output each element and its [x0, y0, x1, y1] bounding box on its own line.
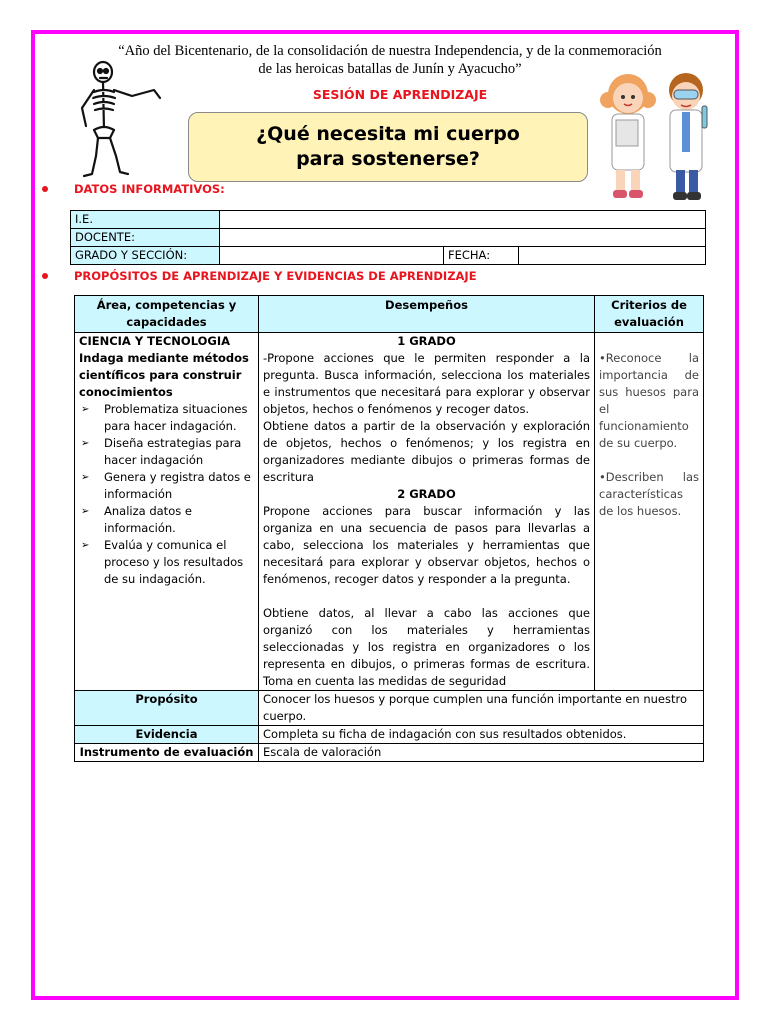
ie-field[interactable]	[220, 211, 706, 229]
header-area: Área, competencias y capacidades	[75, 296, 259, 333]
list-item: ➢ Analiza datos e información.	[79, 503, 254, 537]
list-item: ➢ Problematiza situaciones para hacer indagación.	[79, 401, 254, 435]
session-label: SESIÓN DE APRENDIZAJE	[312, 87, 488, 102]
header-criterios: Criterios de evaluación	[595, 296, 704, 333]
evidencia-value: Completa su ficha de indagación con sus resultados obtenidos.	[259, 726, 704, 744]
table-header-row	[75, 296, 704, 333]
kids-scientists-illustration	[596, 62, 726, 204]
ie-label: I.E.	[71, 211, 220, 229]
section-datos-informativos	[42, 182, 225, 196]
desempenos-cell	[259, 333, 595, 691]
docente-field[interactable]	[220, 229, 706, 247]
table-row	[75, 691, 704, 726]
skeleton-illustration	[70, 60, 170, 180]
area-cell	[75, 333, 259, 691]
bullet-icon	[42, 186, 48, 192]
proposito-label: Propósito	[75, 691, 259, 726]
table-row	[71, 247, 706, 265]
motto-line-1: “Año del Bicentenario, de la consolidación de nuestra Independencia, y de la conmemoración	[118, 43, 662, 59]
list-item: ➢ Evalúa y comunica el proceso y los resultados de su indagación.	[79, 537, 254, 588]
grado2-title: 2 GRADO	[397, 487, 456, 501]
docente-label: DOCENTE:	[71, 229, 220, 247]
competencia: Indaga mediante métodos científicos para construir conocimientos	[79, 351, 249, 399]
grado1-paragraph-2: Obtiene datos a partir de la observación y exploración de objetos, hechos o fenómenos; y los registra en organizadores mediante dibujos o primeras formas de escritura	[263, 419, 590, 484]
grado-field[interactable]	[220, 247, 444, 265]
list-item: ➢ Diseña estrategias para hacer indagación	[79, 435, 254, 469]
criterio-1: •Reconoce la importancia de sus huesos para el funcionamiento de su cuerpo.	[599, 351, 699, 450]
table-row	[75, 726, 704, 744]
grado-label: GRADO Y SECCIÓN:	[71, 247, 220, 265]
instrumento-value: Escala de valoración	[259, 744, 704, 762]
header-desempenos: Desempeños	[259, 296, 595, 333]
table-row	[71, 229, 706, 247]
section-propositos	[42, 269, 477, 283]
main-table	[74, 295, 704, 762]
criterio-2: •Describen las características de los huesos.	[599, 470, 699, 518]
grado2-paragraph-2: Obtiene datos, al llevar a cabo las acciones que organizó con los materiales y herramientas seleccionadas y los registra en organizadores o los representa en dibujos, o primeras formas de escritura. Toma en cuenta las medidas de seguridad	[263, 606, 590, 688]
fecha-field[interactable]	[519, 247, 706, 265]
info-table	[70, 210, 706, 265]
table-row	[75, 333, 704, 691]
section-propositos-label: PROPÓSITOS DE APRENDIZAJE Y EVIDENCIAS DE APRENDIZAJE	[74, 269, 477, 283]
bullet-icon	[42, 273, 48, 279]
title-box	[188, 112, 588, 182]
evidencia-label: Evidencia	[75, 726, 259, 744]
fecha-label: FECHA:	[444, 247, 519, 265]
grado1-paragraph-1: -Propone acciones que le permiten responder a la pregunta. Busca información, selecciona los materiales e instrumentos que necesitará para explorar y observar objetos, hechos o fenómenos y recoger datos.	[263, 351, 590, 416]
grado2-paragraph-1: Propone acciones para buscar información y las organiza en una secuencia de pasos para llevarlas a cabo, selecciona los materiales y herramientas que necesitará para explorar y observar objetos, hechos o fenómenos, recoger datos y responder a la pregunta.	[263, 504, 590, 586]
criterios-cell	[595, 333, 704, 691]
table-row	[75, 744, 704, 762]
section-datos-label: DATOS INFORMATIVOS:	[74, 182, 225, 196]
area-name: CIENCIA Y TECNOLOGIA	[79, 334, 231, 348]
page-title: ¿Qué necesita mi cuerpo para sostenerse?	[256, 123, 520, 170]
capacidades-list	[79, 401, 254, 588]
table-row	[71, 211, 706, 229]
motto-line-2: de las heroicas batallas de Junín y Ayacucho”	[258, 61, 522, 77]
grado1-title: 1 GRADO	[397, 334, 456, 348]
proposito-value: Conocer los huesos y porque cumplen una función importante en nuestro cuerpo.	[259, 691, 704, 726]
list-item: ➢ Genera y registra datos e información	[79, 469, 254, 503]
instrumento-label: Instrumento de evaluación	[75, 744, 259, 762]
